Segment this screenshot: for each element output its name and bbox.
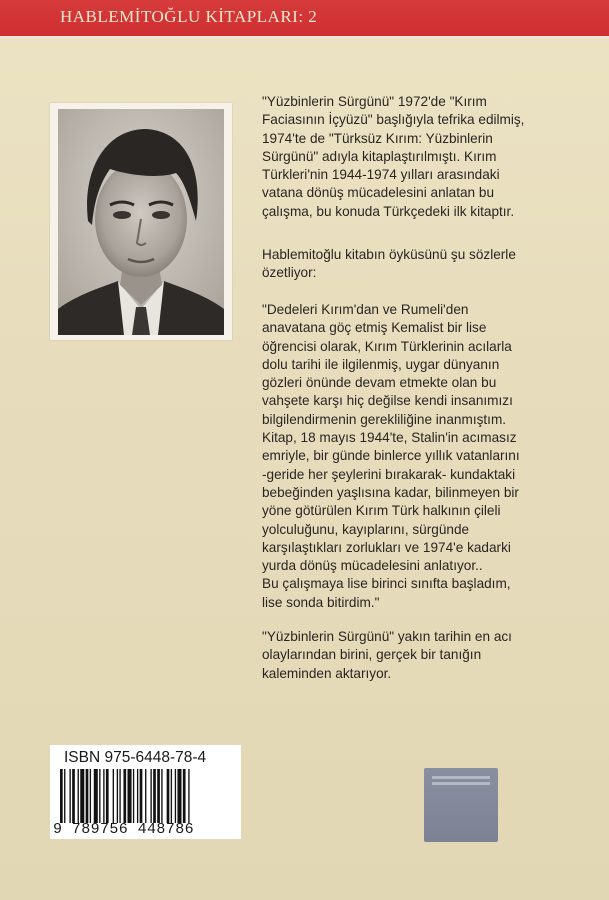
barcode-bar — [119, 769, 120, 823]
portrait-illustration — [58, 109, 224, 335]
barcode-bar — [86, 769, 89, 823]
text-line: Faciasının İçyüzü" başlığıyla tefrika edilmiş, — [262, 112, 525, 128]
text-line: vahşete karşı hiç değilse kendi insanımızı — [262, 393, 513, 409]
logo-stripe — [432, 776, 490, 779]
barcode-bars — [58, 769, 234, 823]
barcode-bar — [188, 769, 189, 823]
barcode-bar — [123, 769, 126, 823]
barcode-bar — [64, 769, 65, 823]
text-line: Kitap, 18 mayıs 1944'te, Stalin'in acımasız — [262, 430, 517, 446]
barcode-bar — [72, 769, 75, 823]
text-line: emriyle, bir günde binlerce yıllık vatanlarını — [262, 448, 520, 464]
barcode-bar — [90, 769, 91, 823]
barcode-bar — [99, 769, 100, 823]
barcode-bar — [137, 769, 138, 823]
barcode-bar — [128, 769, 132, 823]
blurb-paragraph-1 — [262, 93, 582, 221]
barcode-bar — [161, 769, 162, 823]
barcode-bar — [145, 769, 146, 823]
blurb-paragraph-2 — [262, 246, 582, 283]
text-line: yurda dönüş mücadelesini anlatıyor.. — [262, 558, 483, 574]
text-line: anavatana göç etmiş Kemalist bir lise — [262, 320, 487, 336]
series-band — [0, 0, 609, 38]
barcode-bar — [117, 769, 118, 823]
author-photo-frame — [50, 103, 232, 340]
barcode-bar — [106, 769, 109, 823]
blurb-paragraph-4 — [262, 628, 582, 683]
logo-stripe — [432, 782, 490, 785]
barcode-bar — [167, 769, 170, 823]
text-line: 1974'te de "Türksüz Kırım: Yüzbinlerin — [262, 130, 493, 146]
text-line: özetliyor: — [262, 265, 317, 281]
barcode-bar — [140, 769, 143, 823]
barcode-bar — [153, 769, 156, 823]
barcode-bar — [175, 769, 176, 823]
text-line: yolculuğunu, kayıplarını, sürgünde — [262, 521, 470, 537]
text-line: olaylarından birini, gerçek bir tanığın — [262, 647, 482, 663]
barcode-bar — [171, 769, 172, 823]
text-line: bilgilendirmenin gerekliliğine inanmıştım. — [262, 411, 507, 427]
barcode-bar — [177, 769, 181, 823]
text-line: dolu tarihi ile ilgilenmiş, uygar dünyanın — [262, 356, 500, 372]
barcode-bar — [94, 769, 98, 823]
text-line: "Dedeleri Kırım'dan ve Rumeli'den — [262, 302, 469, 317]
text-line: "Yüzbinlerin Sürgünü" yakın tarihin en acı — [262, 629, 512, 644]
barcode-bar — [60, 769, 63, 823]
isbn-number: ISBN 975-6448-78-4 — [64, 749, 207, 766]
text-line: Bu çalışmaya lise birinci sınıfta başladım, — [262, 576, 511, 592]
barcode-bar — [157, 769, 160, 823]
barcode-bar — [78, 769, 79, 823]
barcode-bar — [103, 769, 104, 823]
text-line: gözleri önünde devam etmekte olan bu — [262, 375, 497, 391]
barcode-bar — [183, 769, 186, 823]
text-line: karşılaştıkları zorlukları ve 1974'e kadarki — [262, 539, 511, 555]
barcode-bar — [69, 769, 70, 823]
blurb-quote — [262, 301, 582, 612]
text-line: bebeğinden yaşlısına kadar, bilinmeyen bir — [262, 484, 519, 500]
barcode-bar — [133, 769, 134, 823]
text-line: lise sonda bitirdim." — [262, 594, 380, 610]
ean-number: 9 789756 448786 — [53, 821, 195, 838]
text-line: öğrencisi olarak, Kırım Türklerinin acılarla — [262, 338, 512, 354]
text-line: vatana dönüş mücadelesini anlatan bu — [262, 185, 495, 201]
publisher-logo-icon — [424, 768, 498, 842]
text-line: yöne götürülen Kırım Türk halkının çileli — [262, 503, 501, 519]
barcode-bar — [113, 769, 114, 823]
series-title: HABLEMİTOĞLU KİTAPLARI: 2 — [60, 7, 318, 26]
text-line: Hablemitoğlu kitabın öyküsünü şu sözlerle — [262, 247, 516, 262]
text-line: Türkleri'nin 1944-1974 yılları arasındaki — [262, 167, 500, 183]
text-line: "Yüzbinlerin Sürgünü" 1972'de "Kırım — [262, 94, 487, 109]
text-line: kaleminden aktarıyor. — [262, 665, 392, 681]
author-portrait-photo — [58, 109, 224, 335]
isbn-barcode — [50, 745, 241, 839]
text-line: Sürgünü" adıyla kitaplaştırılmıştı. Kırım — [262, 148, 497, 164]
text-line: çalışma, bu konuda Türkçedeki ilk kitaptır. — [262, 203, 515, 219]
barcode-bar — [80, 769, 84, 823]
barcode-bar — [150, 769, 151, 823]
text-line: -geride her şeylerini bırakarak- kundaktaki — [262, 466, 516, 482]
